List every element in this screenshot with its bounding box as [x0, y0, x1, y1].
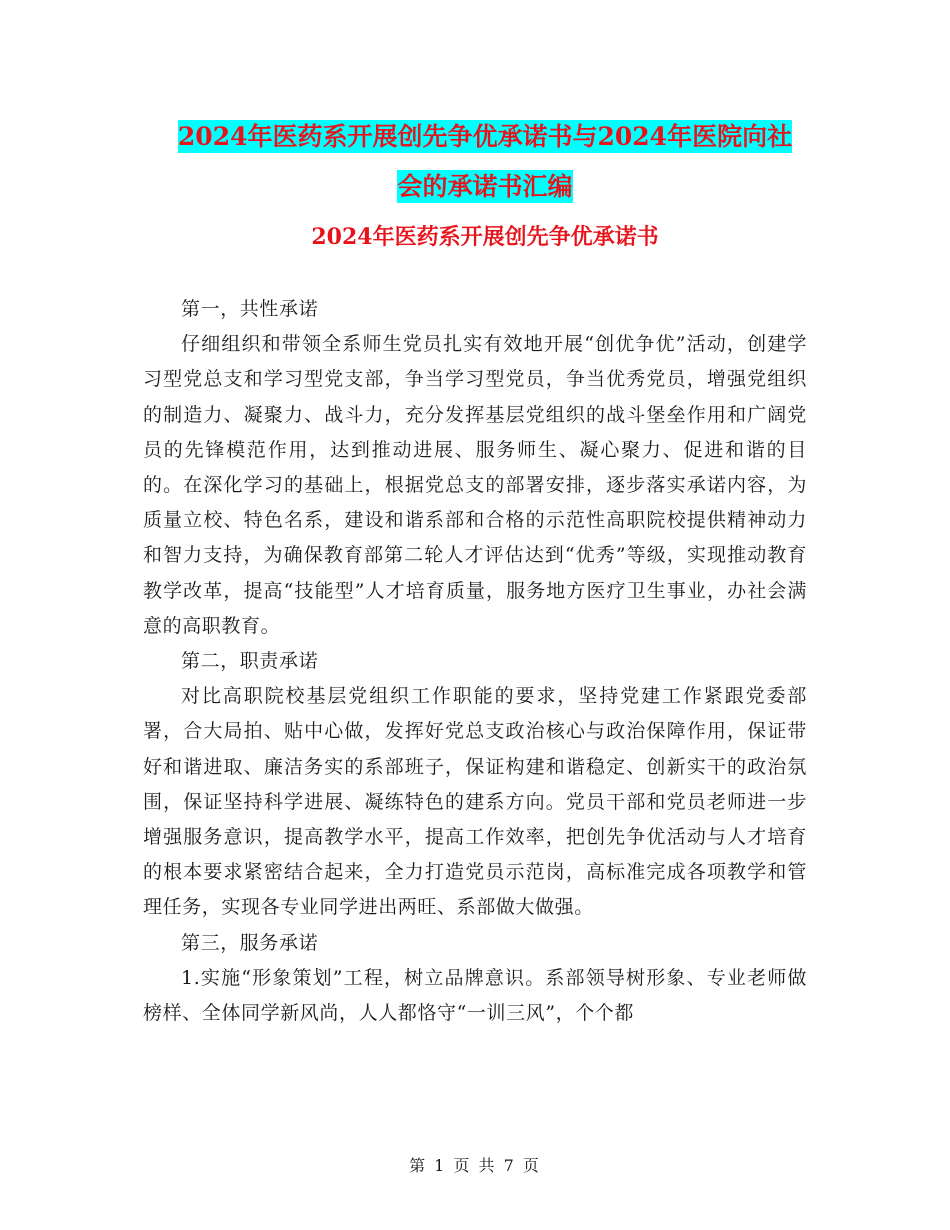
heading-duty-commitment: 第二，职责承诺 — [181, 650, 319, 673]
paragraph-duty-commitment: 对比高职院校基层党组织工作职能的要求，坚持党建工作紧跟党委部署，合大局拍、贴中心做，发挥好党总支政治核心与政治保障作用，保证带好和谐进取、廉洁务实的系部班子，保证构建和谐稳定、创新实干的政治氛围，保证坚持科学进展、凝练特色的建系方向。党员干部和党员老师进一步增强服务意识，提高教学水平，提高工作效率，把创先争优活动与人才培育的根本要求紧密结合起来，全力打造党员示范岗，高标准完成各项教学和管理任务，实现各专业同学进出两旺、系部做大做强。 — [143, 685, 807, 919]
page-footer: 第 1 页 共 7 页 — [409, 1156, 541, 1175]
paragraph-service-commitment: 1.实施“形象策划”工程，树立品牌意识。系部领导树形象、专业老师做榜样、全体同学新风尚，人人都恪守“一训三风”，个个都 — [143, 966, 807, 1025]
section-title: 2024年医药系开展创先争优承诺书 — [311, 224, 659, 250]
body-text — [143, 292, 807, 1031]
heading-common-commitment: 第一，共性承诺 — [181, 298, 319, 320]
document-title — [140, 112, 830, 212]
paragraph-common-commitment: 仔细组织和带领全系师生党员扎实有效地开展“创优争优”活动，创建学习型党总支和学习型党支部，争当学习型党员，争当优秀党员，增强党组织的制造力、凝聚力、战斗力，充分发挥基层党组织的战斗堡垒作用和广阔党员的先锋模范作用，达到推动进展、服务师生、凝心聚力、促进和谐的目的。在深化学习的基础上，根据党总支的部署安排，逐步落实承诺内容，为质量立校、特色名系，建设和谐系部和合格的示范性高职院校提供精神动力和智力支持，为确保教育部第二轮人才评估达到“优秀”等级，实现推动教育教学改革，提高“技能型”人才培育质量，服务地方医疗卫生事业，办社会满意的高职教育。 — [143, 333, 807, 637]
document-title-line-1: 2024年医药系开展创先争优承诺书与2024年医院向社 — [177, 122, 793, 151]
document-title-line-2: 会的承诺书汇编 — [397, 172, 573, 201]
heading-service-commitment: 第三，服务承诺 — [181, 931, 319, 954]
